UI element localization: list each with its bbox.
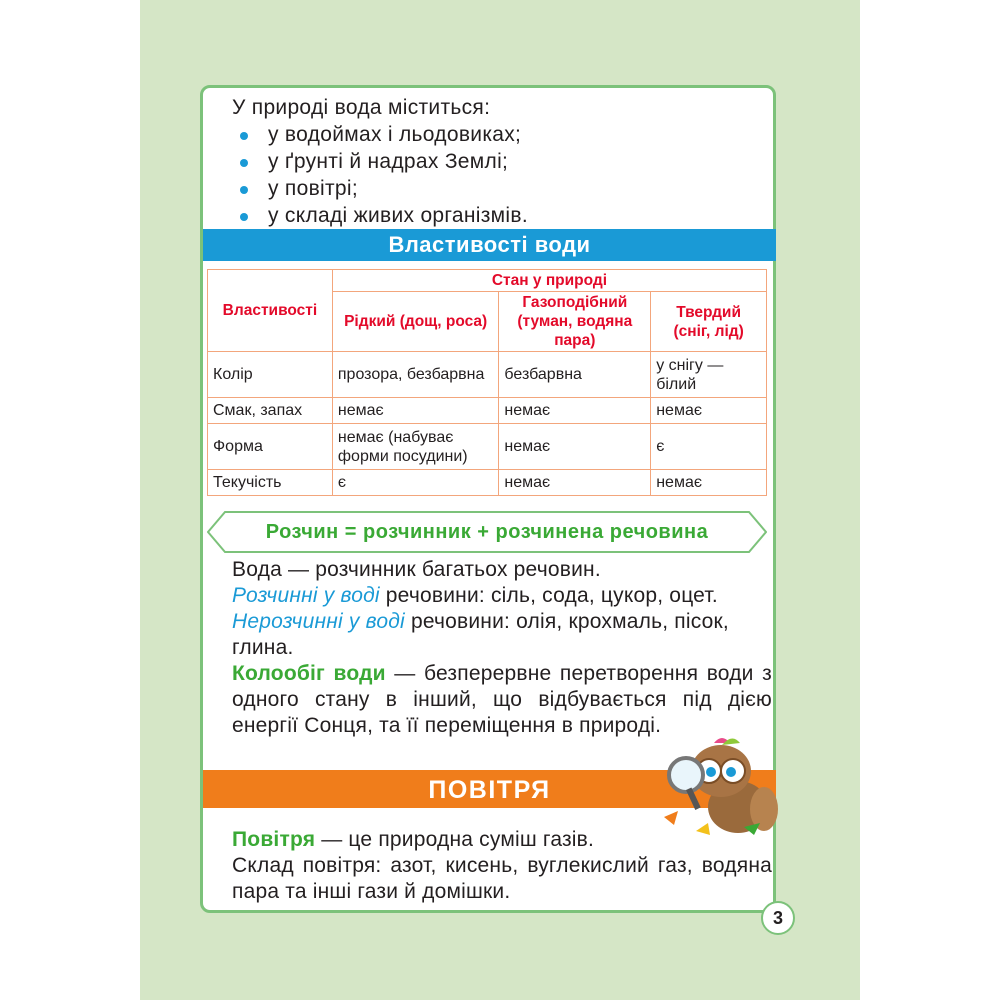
air-text [232, 827, 772, 905]
cell-solid: у снігу — білий [651, 352, 767, 398]
header-gas: Газоподібний (туман, водяна пара) [499, 292, 651, 352]
solvent-line: Вода — розчинник багатьох речовин. [232, 558, 601, 581]
water-cycle-definition: — безперервне перетворення води з одного стану в інший, що відбувається під дією енергії Сонця, та її переміщення в природі. [232, 662, 772, 737]
soluble-term: Розчинні у воді [232, 584, 380, 607]
air-term: Повітря [232, 828, 316, 851]
list-item: у складі живих організмів. [232, 202, 528, 229]
air-composition: Склад повітря: азот, кисень, вуглекислий газ, водяна пара та інші гази й домішки. [232, 854, 772, 903]
table-row [208, 352, 767, 398]
water-properties-heading: Властивості води [203, 229, 776, 261]
cell-gas: немає [499, 398, 651, 424]
header-solid: Твердий (сніг, лід) [651, 292, 767, 352]
cell-gas: немає [499, 470, 651, 496]
water-cycle-paragraph [232, 661, 772, 739]
air-definition [232, 827, 772, 853]
list-item: у водоймах і льодовиках; [232, 121, 528, 148]
insoluble-rest: речовини: олія, крохмаль, пісок, глина. [232, 610, 729, 659]
cell-liquid: немає (набуває форми посудини) [332, 424, 499, 470]
insoluble-term: Нерозчинні у воді [232, 610, 405, 633]
page-number: 3 [761, 901, 795, 935]
owl-with-magnifier-icon [656, 735, 782, 840]
row-name: Форма [208, 424, 333, 470]
header-liquid: Рідкий (дощ, роса) [332, 292, 499, 352]
intro-heading: У природі вода міститься: [232, 96, 491, 119]
water-cycle-term: Колообіг води [232, 662, 386, 685]
water-properties-table [207, 269, 767, 496]
cell-solid: є [651, 424, 767, 470]
soluble-line [232, 583, 772, 609]
row-name: Смак, запах [208, 398, 333, 424]
intro-list [232, 121, 528, 229]
cell-gas: немає [499, 424, 651, 470]
row-name: Текучість [208, 470, 333, 496]
insoluble-line [232, 609, 772, 661]
cell-solid: немає [651, 470, 767, 496]
table-row [208, 470, 767, 496]
header-state-group: Стан у природі [332, 270, 766, 292]
solution-formula: Розчин = розчинник + розчинена речовина [265, 521, 709, 543]
table-row [208, 424, 767, 470]
list-item: у повітрі; [232, 175, 528, 202]
solution-text [232, 557, 772, 739]
solution-formula-box [207, 511, 767, 553]
table-row [208, 398, 767, 424]
cell-liquid: є [332, 470, 499, 496]
row-name: Колір [208, 352, 333, 398]
intro-block [232, 94, 528, 229]
soluble-rest: речовини: сіль, сода, цукор, оцет. [379, 584, 718, 607]
header-properties: Властивості [208, 270, 333, 352]
cell-gas: безбарвна [499, 352, 651, 398]
air-definition-rest: — це природна суміш газів. [315, 828, 595, 851]
cell-liquid: прозора, безбарвна [332, 352, 499, 398]
cell-liquid: немає [332, 398, 499, 424]
cell-solid: немає [651, 398, 767, 424]
list-item: у ґрунті й надрах Землі; [232, 148, 528, 175]
air-section-heading: ПОВІТРЯ [203, 770, 776, 808]
